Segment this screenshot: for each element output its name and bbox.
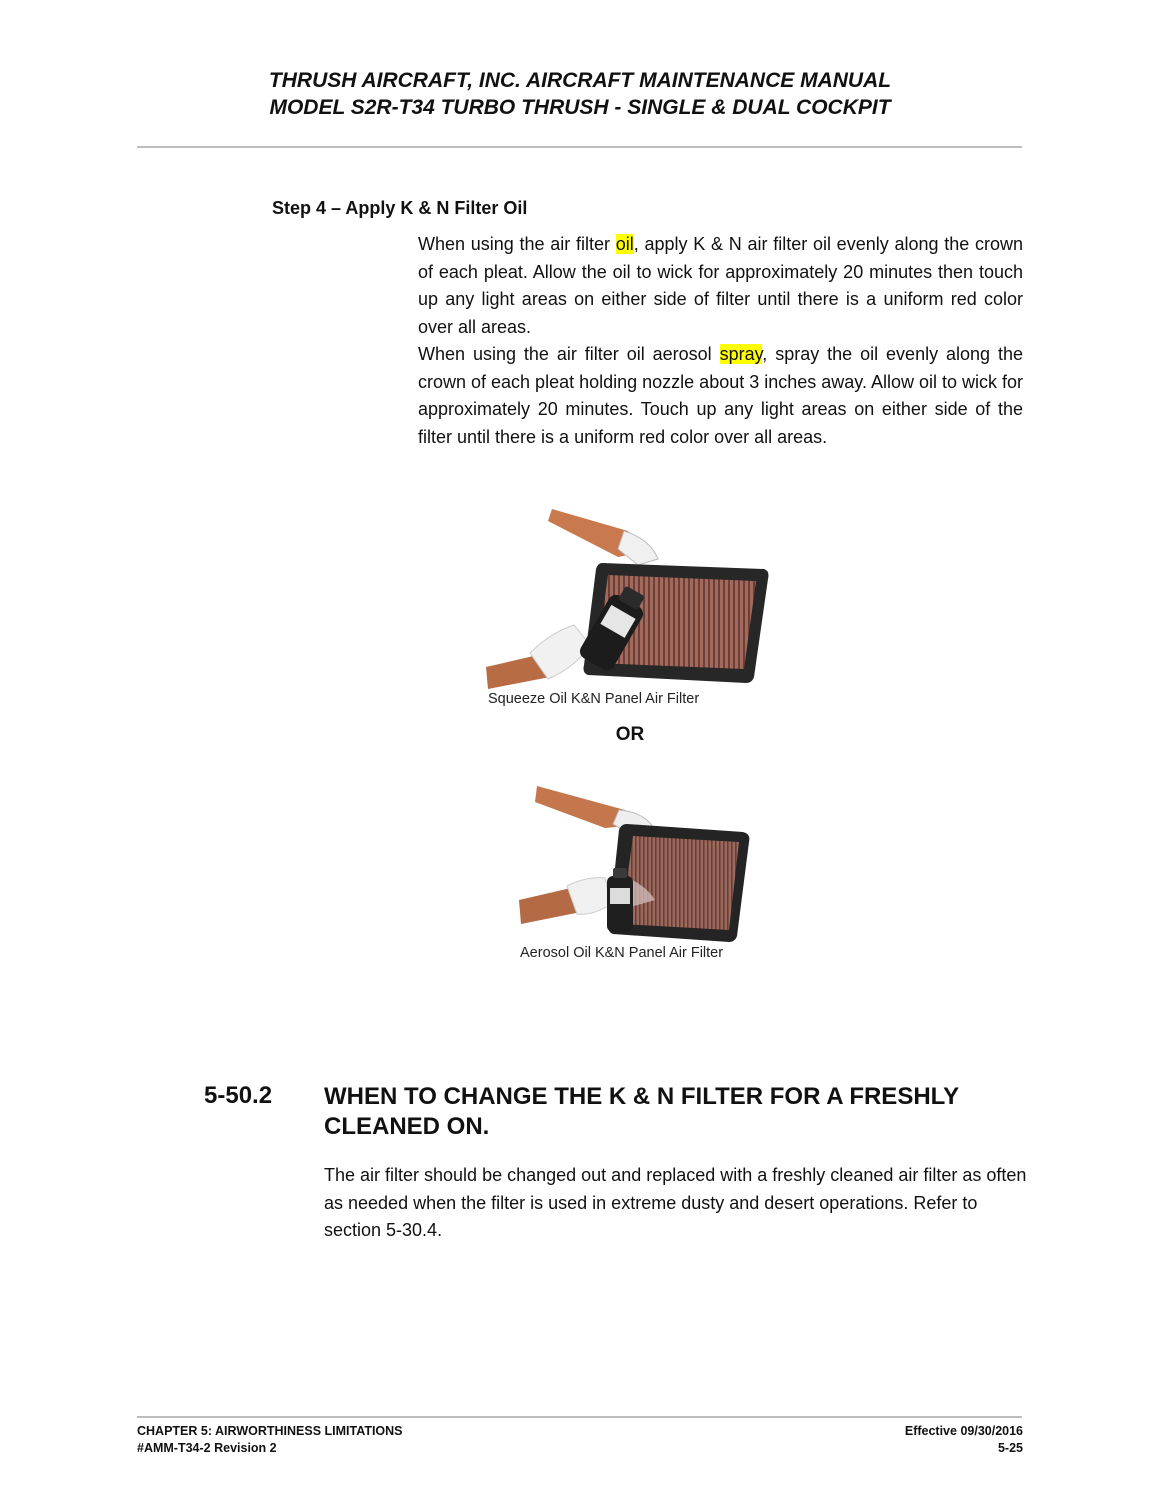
para1-text-post: , apply K & N air filter oil evenly along the crown of each pleat. Allow the oil to wick for approximately 20 minutes then touch up any light areas on either side of filter until there is a uniform red color over all areas. bbox=[418, 234, 1023, 337]
header-title-line2: MODEL S2R-T34 TURBO THRUSH - SINGLE & DUAL COCKPIT bbox=[269, 96, 891, 119]
para2-text-post: , spray the oil evenly along the crown of each pleat holding nozzle about 3 inches away. Allow oil to wick for approximately 20 minutes. Touch up any light areas on either side of the filter until there is a uniform red color over all areas. bbox=[418, 344, 1024, 447]
section-title: WHEN TO CHANGE THE K & N FILTER FOR A FRESHLY CLEANED ON. bbox=[324, 1083, 959, 1140]
section-body: The air filter should be changed out and replaced with a freshly cleaned air filter as often as needed when the filter is used in extreme dusty and desert operations. Refer to section 5-30.4. bbox=[324, 1165, 1027, 1240]
footer-page-number: 5-25 bbox=[997, 1441, 1023, 1455]
step-paragraph-oil bbox=[418, 231, 1023, 341]
step-paragraph-spray bbox=[418, 341, 1023, 451]
aerosol-oil-caption: Aerosol Oil K&N Panel Air Filter bbox=[520, 945, 724, 961]
or-label: OR bbox=[615, 724, 645, 745]
step-heading: Step 4 – Apply K & N Filter Oil bbox=[272, 198, 528, 218]
highlight-spray: spray bbox=[719, 344, 763, 364]
squeeze-oil-photo bbox=[478, 505, 778, 690]
squeeze-oil-caption: Squeeze Oil K&N Panel Air Filter bbox=[488, 691, 700, 707]
aerosol-oil-photo bbox=[515, 780, 760, 945]
highlight-oil: oil bbox=[615, 234, 634, 254]
header-title-line1: THRUSH AIRCRAFT, INC. AIRCRAFT MAINTENANCE MANUAL bbox=[268, 69, 892, 92]
footer-effective-date: Effective 09/30/2016 bbox=[904, 1424, 1023, 1438]
para2-text-pre: When using the air filter oil aerosol bbox=[418, 344, 720, 364]
header-divider bbox=[137, 146, 1022, 148]
para1-text-pre: When using the air filter bbox=[418, 234, 616, 254]
footer-chapter: CHAPTER 5: AIRWORTHINESS LIMITATIONS bbox=[137, 1424, 403, 1438]
footer-divider bbox=[137, 1416, 1022, 1418]
footer-doc-id: #AMM-T34-2 Revision 2 bbox=[137, 1441, 277, 1455]
section-number: 5-50.2 bbox=[204, 1082, 273, 1109]
